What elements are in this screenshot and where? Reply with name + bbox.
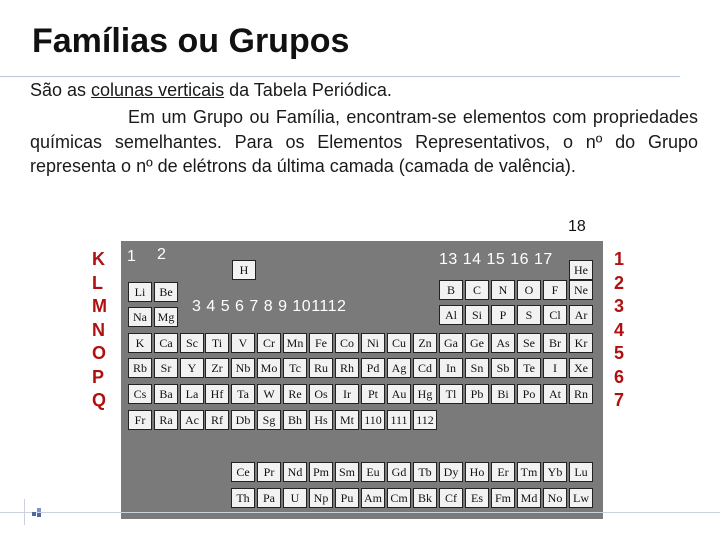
element-mg: Mg [154,307,178,327]
element-eu: Eu [361,462,385,482]
period-number-1: 1 [613,249,624,269]
element-fr: Fr [128,410,152,430]
element-na: Na [128,307,152,327]
element-v: V [231,333,255,353]
element-cf: Cf [439,488,463,508]
footer-tick [24,499,25,525]
element-zr: Zr [205,358,229,378]
element-bk: Bk [413,488,437,508]
element-f: F [543,280,567,300]
element-pb: Pb [465,384,489,404]
period-letter-2: L [92,272,103,293]
element-b: B [439,280,463,300]
element-n: N [491,280,515,300]
element-u: U [283,488,307,508]
period-letter-4: N [92,319,105,340]
period-letter-1: K [92,249,105,269]
element-no: No [543,488,567,508]
element-ra: Ra [154,410,178,430]
element-re: Re [283,384,307,404]
element-111: 111 [387,410,411,430]
slide-bullet-icon [32,505,44,523]
element-i: I [543,358,567,378]
element-md: Md [517,488,541,508]
element-lu: Lu [569,462,593,482]
element-hs: Hs [309,410,333,430]
element-nd: Nd [283,462,307,482]
group-label-13-17: 13 14 15 16 17 [439,251,553,268]
paragraph-groups [30,105,698,179]
paragraph-intro-after: da Tabela Periódica. [224,80,392,100]
period-number-2: 2 [613,272,624,293]
element-k: K [128,333,152,353]
title-divider [0,76,680,77]
element-es: Es [465,488,489,508]
element-am: Am [361,488,385,508]
element-ru: Ru [309,358,333,378]
element-yb: Yb [543,462,567,482]
element-tc: Tc [283,358,307,378]
element-o: O [517,280,541,300]
element-zn: Zn [413,333,437,353]
element-110: 110 [361,410,385,430]
element-pa: Pa [257,488,281,508]
element-y: Y [180,358,204,378]
element-th: Th [231,488,255,508]
element-cd: Cd [413,358,437,378]
element-nb: Nb [231,358,255,378]
element-mn: Mn [283,333,307,353]
periodic-table [121,241,603,519]
element-c: C [465,280,489,300]
element-ti: Ti [205,333,229,353]
element-sm: Sm [335,462,359,482]
element-h: H [232,260,256,280]
element-hf: Hf [205,384,229,404]
group-label-3-12: 3 4 5 6 7 8 9 101112 [192,298,347,315]
element-sc: Sc [180,333,204,353]
element-ca: Ca [154,333,178,353]
element-bi: Bi [491,384,515,404]
element-tm: Tm [517,462,541,482]
element-112: 112 [413,410,437,430]
element-ag: Ag [387,358,411,378]
element-ba: Ba [154,384,178,404]
element-be: Be [154,282,178,302]
element-cu: Cu [387,333,411,353]
element-al: Al [439,305,463,325]
element-mt: Mt [335,410,359,430]
element-ta: Ta [231,384,255,404]
period-letter-6: P [92,366,105,387]
element-se: Se [517,333,541,353]
group-label-18: 18 [568,218,586,235]
element-gd: Gd [387,462,411,482]
element-lw: Lw [569,488,593,508]
paragraph-groups-text: Em um Grupo ou Família, encontram-se elementos com propriedades químicas semelhantes. Para os Elementos Representativos, o nº do Grupo representa o nº de elétrons da última camada (camada de valência). [30,107,698,176]
period-number-3: 3 [613,296,624,316]
element-ir: Ir [335,384,359,404]
element-w: W [257,384,281,404]
element-ar: Ar [569,305,593,325]
element-sb: Sb [491,358,515,378]
element-pd: Pd [361,358,385,378]
period-letter-7: Q [92,390,107,410]
element-rf: Rf [205,410,229,430]
element-po: Po [517,384,541,404]
element-br: Br [543,333,567,353]
element-pr: Pr [257,462,281,482]
element-li: Li [128,282,152,302]
element-pt: Pt [361,384,385,404]
element-sg: Sg [257,410,281,430]
element-kr: Kr [569,333,593,353]
element-bh: Bh [283,410,307,430]
element-au: Au [387,384,411,404]
element-dy: Dy [439,462,463,482]
element-la: La [180,384,204,404]
period-number-4: 4 [613,319,624,340]
element-er: Er [491,462,515,482]
element-xe: Xe [569,358,593,378]
element-te: Te [517,358,541,378]
element-cm: Cm [387,488,411,508]
element-ce: Ce [231,462,255,482]
element-pm: Pm [309,462,333,482]
element-si: Si [465,305,489,325]
element-db: Db [231,410,255,430]
period-number-7: 7 [613,390,624,410]
period-numbers [608,248,630,413]
element-rh: Rh [335,358,359,378]
period-number-6: 6 [613,366,624,387]
element-ho: Ho [465,462,489,482]
element-rn: Rn [569,384,593,404]
group-label-1: 1 [127,248,137,265]
period-number-5: 5 [613,343,624,363]
element-pu: Pu [335,488,359,508]
element-s: S [517,305,541,325]
element-ni: Ni [361,333,385,353]
element-ga: Ga [439,333,463,353]
period-letter-3: M [92,296,107,316]
element-ne: Ne [569,280,593,300]
paragraph-intro-underlined: colunas verticais [91,80,225,100]
slide-title: Famílias ou Grupos [32,22,350,60]
element-cs: Cs [128,384,152,404]
element-co: Co [335,333,359,353]
element-sr: Sr [154,358,178,378]
paragraph-intro-before: São as [30,80,92,100]
element-np: Np [309,488,333,508]
element-rb: Rb [128,358,152,378]
element-fm: Fm [491,488,515,508]
element-hg: Hg [413,384,437,404]
period-letter-5: O [92,343,107,363]
element-as: As [491,333,515,353]
element-fe: Fe [309,333,333,353]
element-ge: Ge [465,333,489,353]
element-in: In [439,358,463,378]
element-tl: Tl [439,384,463,404]
element-sn: Sn [465,358,489,378]
element-mo: Mo [257,358,281,378]
element-os: Os [309,384,333,404]
footer-divider [0,512,720,513]
element-cr: Cr [257,333,281,353]
group-label-2: 2 [157,246,167,263]
element-he: He [569,260,593,280]
element-tb: Tb [413,462,437,482]
period-letters [92,248,114,413]
element-ac: Ac [180,410,204,430]
paragraph-intro [30,80,698,101]
element-cl: Cl [543,305,567,325]
element-p: P [491,305,515,325]
element-at: At [543,384,567,404]
